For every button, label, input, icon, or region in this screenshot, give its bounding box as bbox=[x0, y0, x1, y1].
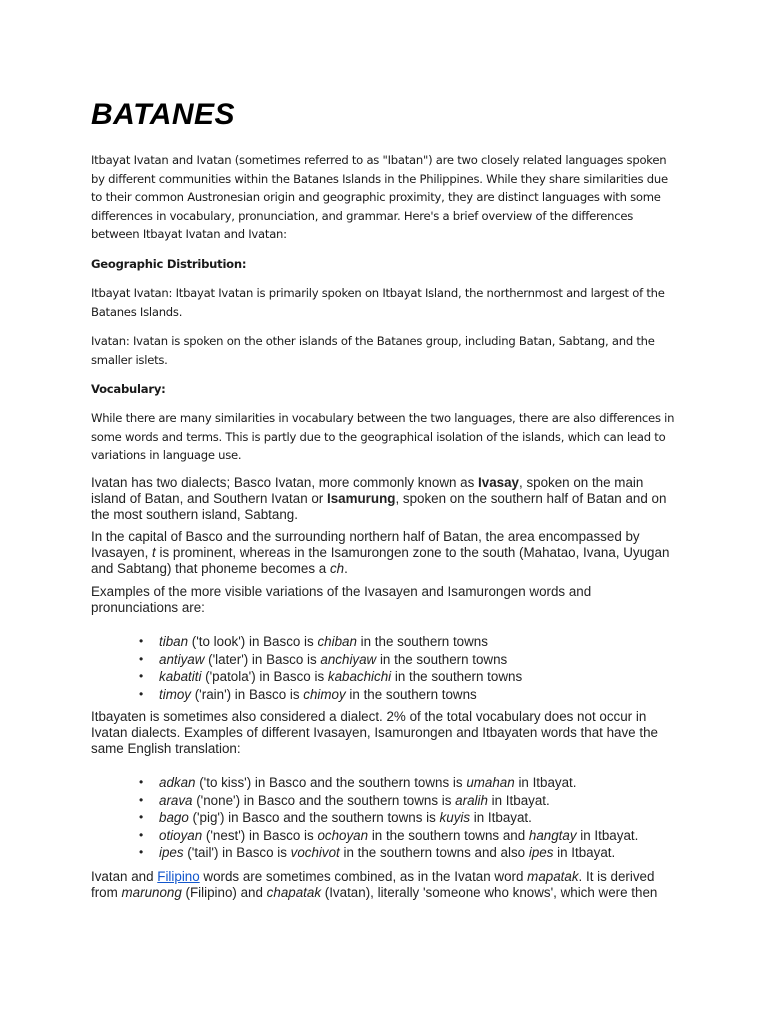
word: arava bbox=[159, 792, 193, 808]
gloss: ('to look') in Basco is bbox=[188, 634, 318, 649]
text-run: in the southern towns bbox=[356, 634, 488, 649]
word: ipes bbox=[528, 845, 554, 860]
text-run: in Itbayat. bbox=[470, 810, 532, 825]
word: umahan bbox=[466, 775, 515, 790]
text-run: in the southern towns and bbox=[368, 827, 529, 843]
list-item bbox=[91, 668, 681, 686]
text-run: . bbox=[344, 561, 348, 577]
text-run: In the capital of Basco and the surrounding northern half of Batan, the area encompassed by Ivasayen, bbox=[91, 529, 640, 561]
geo-paragraph-ivatan: Ivatan: Ivatan is spoken on the other islands of the Batanes group, including Batan, Sabtang, and the smaller islets. bbox=[91, 334, 655, 367]
word: chapatak bbox=[266, 885, 322, 901]
final-paragraph bbox=[91, 869, 681, 901]
word: otioyan bbox=[159, 827, 203, 843]
examples-intro: Examples of the more visible variations of the Ivasayen and Isamurongen words and pronunciations are: bbox=[91, 584, 592, 616]
itbayaten-list bbox=[91, 774, 681, 862]
text-run: in the southern towns bbox=[376, 651, 508, 667]
page-title: BATANES bbox=[91, 98, 236, 131]
bullet-icon: • bbox=[139, 775, 144, 789]
bullet-icon: • bbox=[139, 686, 144, 701]
filipino-link[interactable]: Filipino bbox=[157, 869, 200, 884]
intro-paragraph: Itbayat Ivatan and Ivatan (sometimes referred to as "Ibatan") are two closely related languages spoken by different communities within the Batanes Islands in the Philippines. While they share similarities due to their common Austronesian origin and geographic proximity, they are distinct languages with some differences in vocabulary, pronunciation, and grammar. Here's a brief overview of the differences between Itbayat Ivatan and Ivatan: bbox=[91, 153, 668, 242]
bullet-icon: • bbox=[139, 810, 144, 824]
word: tiban bbox=[159, 634, 189, 649]
word: chimoy bbox=[303, 686, 346, 702]
list-item bbox=[91, 827, 681, 845]
itbayaten-paragraph: Itbayaten is sometimes also considered a dialect. 2% of the total vocabulary does not occur in Ivatan dialects. Examples of different Ivasayen, Isamurongen and Itbayaten words that have the same English translation: bbox=[91, 709, 658, 757]
word: kabachichi bbox=[327, 669, 392, 684]
word: hangtay bbox=[528, 827, 577, 843]
word: ipes bbox=[159, 845, 184, 860]
text-run: Ivatan and bbox=[91, 869, 158, 884]
text-run: Ivatan has two dialects; Basco Ivatan, more commonly known as bbox=[91, 475, 479, 490]
geo-paragraph-itbayat: Itbayat Ivatan: Itbayat Ivatan is primarily spoken on Itbayat Island, the northernmost and largest of the Batanes Islands. bbox=[91, 286, 665, 319]
text-run: in the southern towns bbox=[345, 686, 477, 702]
phoneme-ch: ch bbox=[329, 561, 345, 577]
gloss: ('rain') in Basco is bbox=[191, 686, 304, 702]
word: vochivot bbox=[290, 845, 340, 860]
variation-list bbox=[91, 633, 681, 703]
text-run: (Filipino) and bbox=[181, 885, 267, 901]
word: adkan bbox=[159, 775, 196, 790]
text-run: . It is derived from bbox=[91, 869, 655, 901]
capital-paragraph bbox=[91, 529, 681, 578]
text-run: , spoken on the main island of Batan, and Southern Ivatan or bbox=[91, 475, 644, 507]
list-item bbox=[91, 651, 681, 669]
word: antiyaw bbox=[159, 651, 205, 667]
word: timoy bbox=[159, 686, 191, 702]
text-run: in the southern towns and also bbox=[339, 845, 529, 860]
list-item bbox=[91, 774, 681, 792]
gloss: ('later') in Basco is bbox=[204, 651, 321, 667]
gloss: ('pig') in Basco and the southern towns is bbox=[188, 810, 440, 825]
text-run: in Itbayat. bbox=[553, 845, 616, 860]
word: bago bbox=[159, 810, 189, 825]
bullet-icon: • bbox=[139, 651, 144, 666]
vocab-paragraph: While there are many similarities in vocabulary between the two languages, there are also differences in some words and terms. This is partly due to the geographical isolation of the islands, which can lead to variations in language use. bbox=[91, 411, 675, 463]
vocab-heading: Vocabulary: bbox=[91, 382, 166, 396]
text-run: is prominent, whereas in the Isamurongen zone to the south (Mahatao, Ivana, Uyugan and Sabtang) that phoneme becomes a bbox=[91, 545, 670, 577]
text-run: in Itbayat. bbox=[576, 827, 639, 843]
list-item bbox=[91, 633, 681, 651]
text-run: in Itbayat. bbox=[487, 792, 550, 808]
dialect-ivasay: Ivasay bbox=[478, 475, 519, 490]
gloss: ('tail') in Basco is bbox=[183, 845, 291, 860]
list-item bbox=[91, 809, 681, 827]
bullet-icon: • bbox=[139, 845, 144, 859]
word: mapatak bbox=[527, 869, 579, 884]
bullet-icon: • bbox=[139, 669, 144, 683]
word: marunong bbox=[121, 885, 182, 901]
bullet-icon: • bbox=[139, 827, 144, 842]
list-item bbox=[91, 792, 681, 810]
word: kuyis bbox=[439, 810, 471, 825]
word: ochoyan bbox=[317, 827, 369, 843]
list-item bbox=[91, 686, 681, 704]
text-run: in Itbayat. bbox=[514, 775, 577, 790]
dialect-isamurung: Isamurung bbox=[326, 491, 396, 507]
phoneme-t: t bbox=[152, 545, 156, 561]
word: chiban bbox=[317, 634, 357, 649]
text-run: words are sometimes combined, as in the Ivatan word bbox=[199, 869, 528, 884]
bullet-icon: • bbox=[139, 792, 144, 807]
gloss: ('none') in Basco and the southern towns is bbox=[192, 792, 456, 808]
gloss: ('nest') in Basco is bbox=[202, 827, 318, 843]
geo-heading: Geographic Distribution: bbox=[91, 257, 247, 271]
word: anchiyaw bbox=[320, 651, 377, 667]
gloss: ('patola') in Basco is bbox=[201, 669, 328, 684]
text-run: , spoken on the southern half of Batan and on the most southern island, Sabtang. bbox=[91, 491, 667, 523]
bullet-icon: • bbox=[139, 634, 144, 648]
text-run: (Ivatan), literally 'someone who knows', which were then bbox=[321, 885, 658, 901]
word: aralih bbox=[455, 792, 488, 808]
list-item bbox=[91, 844, 681, 862]
word: kabatiti bbox=[159, 669, 202, 684]
gloss: ('to kiss') in Basco and the southern towns is bbox=[195, 775, 467, 790]
dialects-paragraph bbox=[91, 475, 681, 524]
text-run: in the southern towns bbox=[391, 669, 523, 684]
